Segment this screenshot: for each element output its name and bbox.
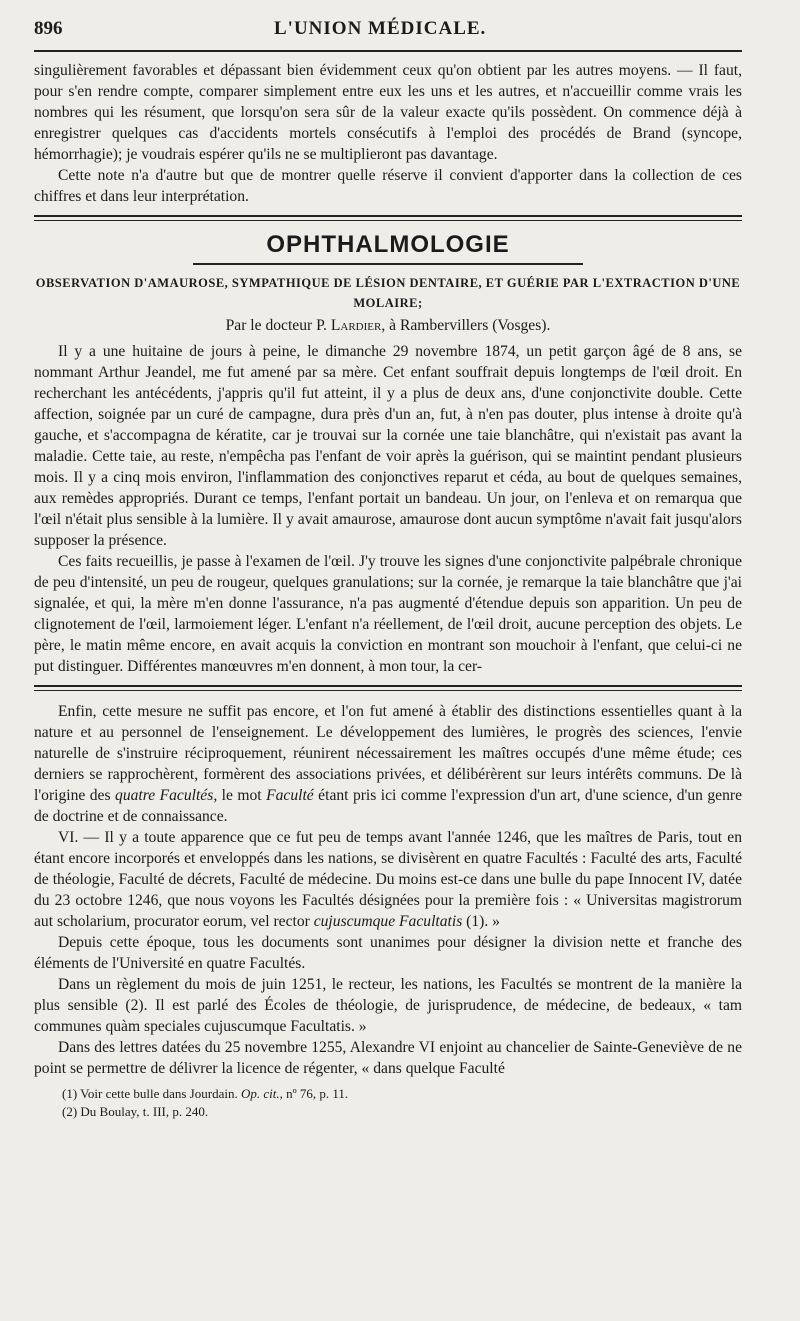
footnote-text: , nº 76, p. 11. <box>279 1086 349 1101</box>
top-section <box>34 60 742 207</box>
article-paragraph-1: Il y a une huitaine de jours à peine, le dimanche 29 novembre 1874, un petit garçon âgé de 8 ans, se nommant Arthur Jeandel, me fut amené par sa mère. Cet enfant souffrait depuis longtemps de l'œil droit. En recherchant les antécédents, j'appris qu'il fut atteint, il y a plus de deux ans, d'une conjonctivite double. Cette affection, soignée par un curé de campagne, dura près d'un an, fut, à n'en pas douter, plus intense à droite qu'à gauche, et s'accompagna de kératite, car je trouvai sur la cornée une taie blanchâtre, qui n'existait pas avant la maladie. Cette taie, au reste, n'empêcha pas l'enfant de voir après la guérison, qui se maintint pendant plusieurs mois. Il y a cinq mois environ, l'inflammation des conjonctives reparut et céda, au bout de quelques semaines, aux remèdes appropriés. Durant ce temps, l'enfant portait un bandeau. Un jour, on l'enleva et on remarqua que l'œil n'était plus sensible à la lumière. Il y avait amaurose, amaurose dont aucun symptôme n'avait fait jusqu'alors supposer la présence. <box>34 343 742 549</box>
feuilleton-paragraph-4: Dans un règlement du mois de juin 1251, le recteur, les nations, les Facultés se montrent de la manière la plus sensible (2). Il est parlé des Écoles de théologie, de jurisprudence, de médecine, de bedeaux, « tam communes quàm speciales cujuscumque Facultatis. » <box>34 976 742 1035</box>
footnote-1 <box>34 1085 742 1103</box>
feuilleton-text: VI. — Il y a toute apparence que ce fut peu de temps avant l'année 1246, que les maîtres de Paris, tout en étant encore incorporés et enveloppés dans les nations, se divisèrent en quatre Facultés : Faculté des arts, Faculté de théologie, Faculté de décrets, Faculté de médecine. Du moins est-ce dans une bulle du pape Innocent IV, datée du 23 octobre 1246, que nous voyons les Facultés désignées pour la première fois : « Universitas magistrorum aut scholarium, procurator eorum, vel rector <box>34 829 742 930</box>
feuilleton-text: , le mot <box>213 787 267 804</box>
byline <box>34 317 742 335</box>
article-paragraph-2: Ces faits recueillis, je passe à l'examen de l'œil. J'y trouve les signes d'une conjonctivite palpébrale chronique de peu d'intensité, un peu de rougeur, quelques granulations; sur la cornée, je remarque la taie blanchâtre que j'ai signalée, et qui, la mère m'en donne l'assurance, n'a pas augmenté d'étendue depuis son apparition. Un peu de clignotement de l'œil, larmoiement léger. L'enfant n'a réellement, de l'œil droit, aucune perception des objets. Le père, le matin même encore, en avait acquis la conviction en montrant son mouchoir à l'enfant, que celui-ci ne put distinguer. Différentes manœuvres m'en donnent, à mon tour, la cer- <box>34 553 742 675</box>
top-paragraph-1: singulièrement favorables et dépassant bien évidemment ceux qu'on obtient par les autres moyens. — Il faut, pour s'en rendre compte, comparer simplement entre eux les uns et les autres, et n'accueillir comme vrais les nombres qui les résument, que lorsqu'on sera sûr de la valeur exacte qu'ils possèdent. On commence déjà à enregistrer quelques cas d'accidents mortels consécutifs à l'emploi des procédés de Brand (syncope, hémorrhagie); je voudrais espérer qu'ils ne se multiplieront pas davantage. <box>34 62 742 163</box>
top-paragraph-2: Cette note n'a d'autre but que de montrer quelle réserve il convient d'apporter dans la collection de ces chiffres et dans leur interprétation. <box>34 167 742 205</box>
footnote-italic: Op. cit. <box>240 1086 280 1101</box>
byline-prefix: Par le docteur P. <box>225 317 327 334</box>
feuilleton-paragraph-2 <box>34 827 742 932</box>
author-name: Lardier <box>330 317 382 334</box>
feuilleton-text: Enfin, cette mesure ne suffit pas encore, et l'on fut amené à établir des distinctions essentielles quant à la nature et au personnel de l'enseignement. Le développement des lumières, le progrès des sciences, l'envie naturelle de s'instruire réciproquement, réunirent nécessairement les maîtres occupés d'une même étude; ces derniers se rapprochèrent, formèrent des associations privées, et délibérèrent sur leurs intérêts communs. De là l'origine des <box>34 703 742 804</box>
footnotes <box>34 1085 742 1121</box>
page-number: 896 <box>34 18 63 39</box>
feuilleton-text: (1). » <box>462 913 500 930</box>
article-title: OBSERVATION D'AMAUROSE, SYMPATHIQUE DE LÉSION DENTAIRE, ET GUÉRIE PAR L'EXTRACTION D'UNE MOLAIRE; <box>35 276 741 310</box>
feuilleton-paragraph-5: Dans des lettres datées du 25 novembre 1255, Alexandre VI enjoint au chancelier de Sainte-Geneviève de ne point se permettre de délivrer la licence de régenter, « dans quelque Faculté <box>34 1039 742 1077</box>
feuilleton <box>34 701 742 1079</box>
footnote-text: (1) Voir cette bulle dans Jourdain. <box>62 1086 241 1101</box>
feuilleton-divider <box>34 685 742 691</box>
title-rule <box>193 263 583 265</box>
feuilleton-italic: Faculté <box>266 787 314 804</box>
feuilleton-paragraph-1 <box>34 701 742 827</box>
running-head: L'UNION MÉDICALE. <box>274 18 487 39</box>
article-body <box>34 341 742 677</box>
section-title: OPHTHALMOLOGIE <box>266 231 510 258</box>
section-divider <box>34 215 742 221</box>
byline-suffix: , à Rambervillers (Vosges). <box>381 317 551 334</box>
page-header <box>34 18 742 46</box>
feuilleton-italic: quatre Facultés <box>115 787 214 804</box>
header-rule <box>34 50 742 52</box>
feuilleton-italic: cujuscumque Facultatis <box>313 913 463 930</box>
feuilleton-text: étant pris ici comme l'expression d'un art, d'une science, d'un genre de doctrine et de connaissance. <box>34 787 743 825</box>
feuilleton-paragraph-3: Depuis cette époque, tous les documents sont unanimes pour désigner la division nette et franche des éléments de l'Université en quatre Facultés. <box>34 934 742 972</box>
footnote-2: (2) Du Boulay, t. III, p. 240. <box>62 1104 209 1119</box>
